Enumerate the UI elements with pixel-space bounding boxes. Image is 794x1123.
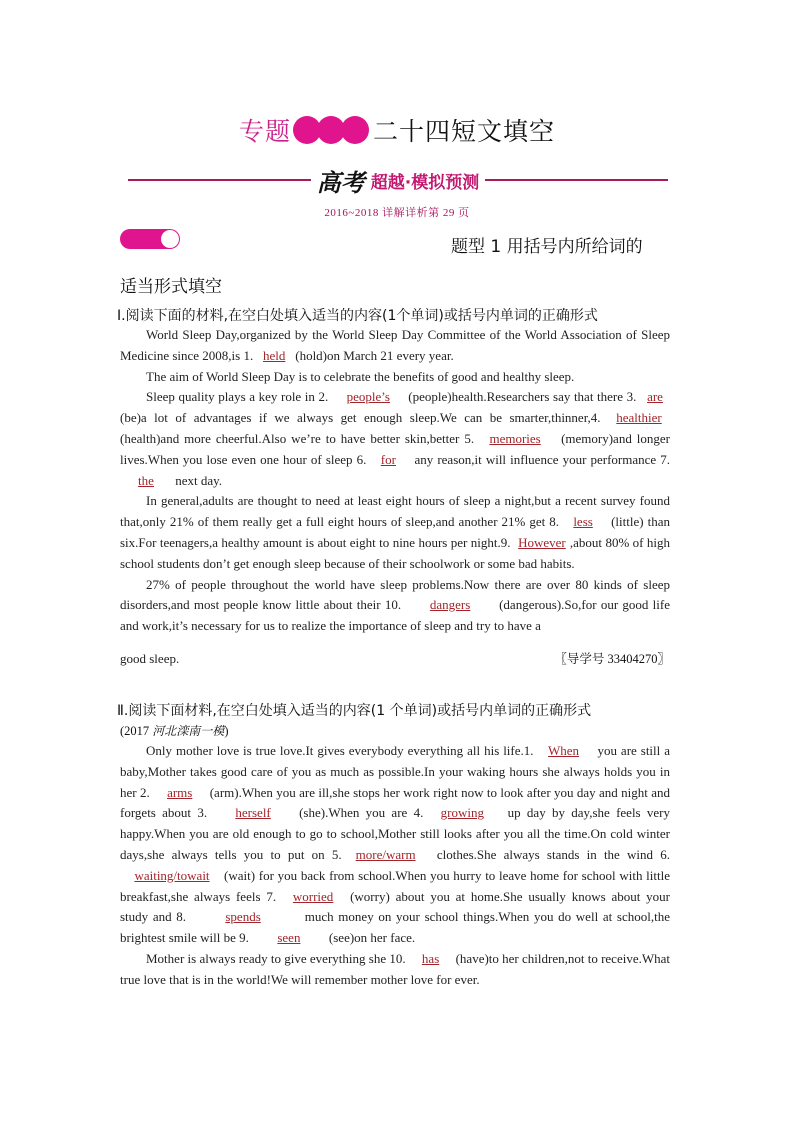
part1-instruction: Ⅰ.阅读下面的材料,在空白处填入适当的内容(1个单词)或括号内单词的正确形式: [117, 308, 598, 324]
part2-passage: [120, 741, 670, 991]
banner-center: [311, 163, 485, 198]
pill-knob: [161, 230, 179, 248]
answer-blank-5: memories: [489, 430, 541, 446]
answer-blank-6: waiting/towait: [134, 867, 210, 883]
passage-text: you are still a baby,Mother takes good care of you as much as possible.In your waking hours she always holds you in her 2.: [120, 743, 670, 800]
dot-icon: [341, 116, 369, 144]
passage-text: (arm).When you are ill,she stops her work right now to look after you day and night and forgets about 3.: [120, 784, 670, 821]
answer-blank-3: are: [647, 389, 663, 405]
source-place: 河北滦南一模: [152, 724, 225, 738]
answer-blank-6: for: [380, 451, 396, 467]
passage-text: (memory)and longer lives.When you lose even one hour of sleep 6.: [120, 430, 671, 467]
passage-text: next day.: [175, 472, 223, 488]
answer-blank-4: growing: [440, 805, 485, 821]
closing-line: [120, 649, 670, 670]
answer-blank-8: less: [573, 514, 593, 530]
answer-blank-9: seen: [277, 930, 301, 946]
section-title-continued: 适当形式填空: [120, 277, 222, 297]
paragraph: [120, 491, 670, 574]
paragraph: [120, 741, 670, 949]
passage-text: (worry) about you at home.She usually knows about your study and 8.: [120, 888, 671, 925]
passage-text: (little) than six.For teenagers,a healthy amount is about eight to nine hours per night.9.: [120, 514, 670, 550]
passage-text: (be)a lot of advantages if we always get enough sleep.We can be smarter,thinner,4.: [120, 410, 601, 426]
passage-text: World Sleep Day,organized by the World Sleep Day Committee of the World Association of Sleep Medicine since 2008,is 1.: [120, 327, 670, 363]
answer-blank-8: spends: [225, 909, 261, 925]
document-title: [0, 108, 794, 152]
answer-blank-1: held: [263, 347, 286, 363]
passage-text: up day by day,she feels very happy.When you are old enough to go to school,Mother still looks after you all the time.On cold winter days,she always tells you to put on 5.: [120, 805, 670, 862]
paragraph: [120, 387, 670, 491]
paragraph: [120, 367, 670, 388]
passage-text: (have)to her children,not to receive.What true love that is in the world!We will remember mother love for ever.: [120, 950, 670, 987]
title-dots: [293, 116, 369, 144]
passage-text: (people)health.Researchers say that there 3.: [408, 389, 637, 405]
passage-text: (hold)on March 21 every year.: [295, 347, 454, 363]
section-title: 题型 1 用括号内所给词的: [451, 237, 643, 257]
passage-text: (health)and more cheerful.Also we’re to have better skin,better 5.: [120, 430, 475, 446]
answer-blank-10: has: [421, 950, 440, 966]
banner: [128, 162, 668, 198]
passage-text: clothes.She always stands in the wind 6.: [436, 846, 670, 862]
title-main: 二十四短文填空: [373, 117, 556, 146]
passage-text: ,about 80% of high school students don’t get enough sleep because of their schoolwork or some bad habits.: [120, 534, 671, 571]
title-prefix: 专题: [238, 117, 291, 146]
answer-blank-1: When: [548, 743, 580, 758]
guide-reference: 〖导学号 33404270〗: [554, 651, 670, 666]
source-note: [120, 722, 228, 739]
banner-line-right: [485, 179, 668, 181]
answer-blank-5: more/warm: [355, 846, 416, 862]
passage-text: The aim of World Sleep Day is to celebrate the benefits of good and healthy sleep.: [146, 368, 575, 384]
answer-blank-9: However: [518, 534, 566, 550]
source-close: ): [224, 724, 229, 738]
part1-passage: [120, 325, 670, 670]
passage-text: much money on your school things.When you do well at school,the brightest smile will be 9.: [120, 909, 670, 946]
passage-text: any reason,it will influence your performance 7.: [414, 451, 671, 467]
page-reference: 2016~2018 详解详析第 29 页: [324, 207, 470, 219]
passage-text: (wait) for you back from school.When you hurry to leave home for school with little breakfast,she always feels 7.: [120, 867, 670, 904]
answer-blank-4: healthier: [616, 410, 662, 426]
answer-blank-7: worried: [292, 888, 334, 904]
answer-blank-2: arms: [167, 784, 193, 800]
banner-line-left: [128, 179, 311, 181]
answer-blank-10: dangers: [429, 597, 471, 613]
brand-logo: 高考: [316, 167, 365, 197]
passage-text: Mother is always ready to give everything she 10.: [146, 950, 406, 966]
passage-text: 27% of people throughout the world have sleep problems.Now there are over 80 kinds of sleep disorders,and most people know little about their 10.: [120, 576, 670, 613]
banner-text: 超越·模拟预测: [370, 172, 480, 193]
answer-blank-3: herself: [235, 805, 271, 821]
passage-text: (see)on her face.: [328, 930, 416, 946]
paragraph: [120, 575, 670, 637]
source-year: (2017: [120, 724, 153, 738]
passage-text: Only mother love is true love.It gives everybody everything all his life.1.: [146, 743, 534, 758]
passage-text: good sleep.: [120, 650, 180, 666]
passage-text: (dangerous).So,for our good life and work,it’s necessary for us to realize the importance of sleep and try to have a: [120, 597, 670, 634]
passage-text: Sleep quality plays a key role in 2.: [146, 389, 329, 405]
passage-text: In general,adults are thought to need at least eight hours of sleep a night,but a recent survey found that,only 21% of them really get a full eight hours of sleep,and another 21% get 8.: [120, 493, 670, 530]
answer-blank-7: the: [138, 472, 154, 488]
paragraph: [120, 949, 670, 991]
answer-blank-2: people’s: [346, 389, 390, 405]
toggle-pill-icon: [120, 229, 180, 249]
paragraph: [120, 325, 670, 367]
part2-instruction: Ⅱ.阅读下面材料,在空白处填入适当的内容(1 个单词)或括号内单词的正确形式: [117, 703, 592, 719]
passage-text: (she).When you are 4.: [299, 805, 424, 821]
